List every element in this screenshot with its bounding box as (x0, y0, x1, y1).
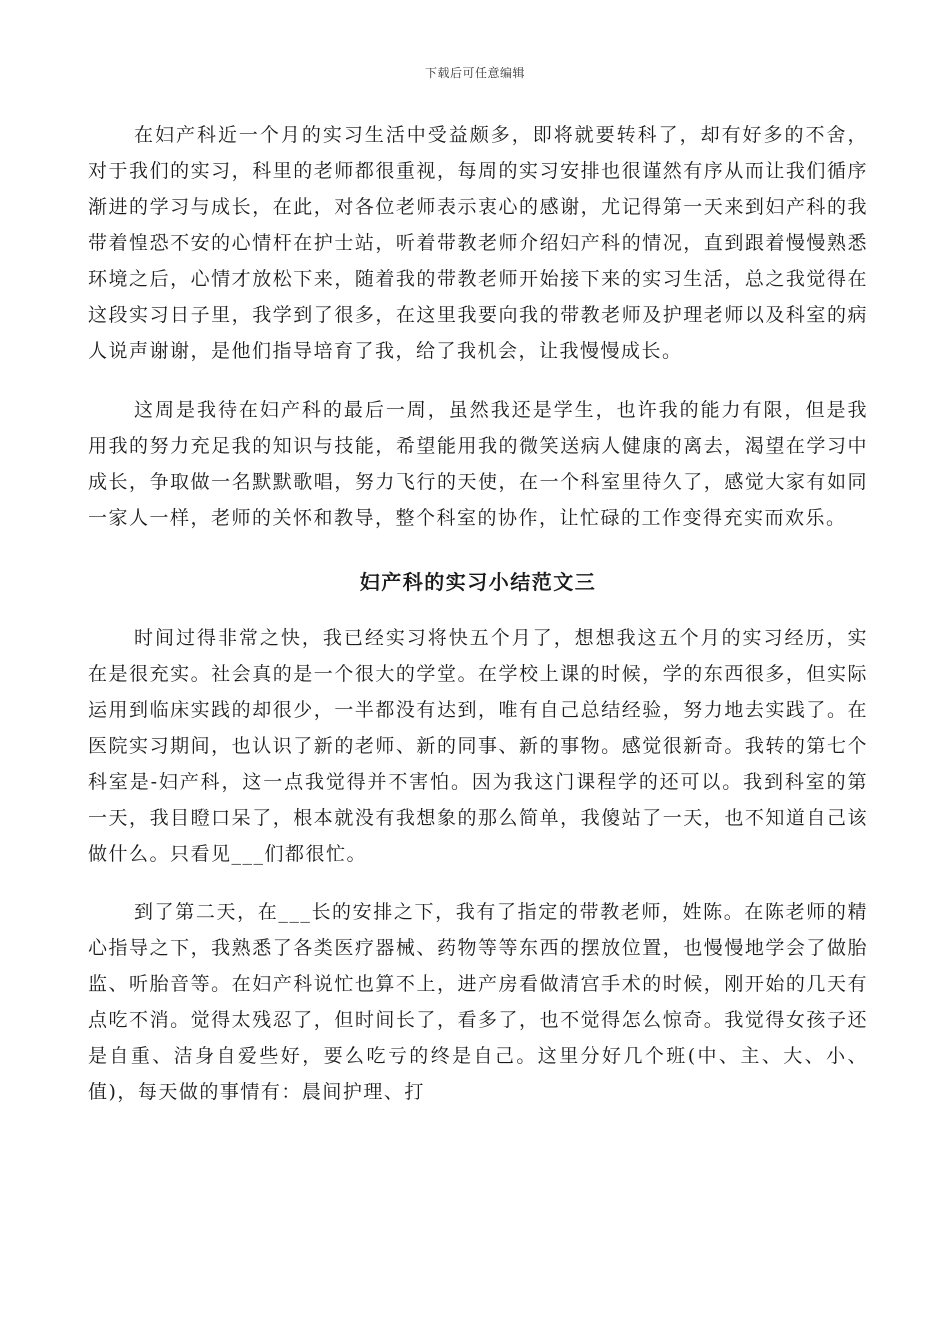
section-title: 妇产科的实习小结范文三 (359, 570, 597, 594)
paragraph-1: 在妇产科近一个月的实习生活中受益颇多，即将就要转科了，却有好多的不舍，对于我们的实习，科里的老师都很重视，每周的实习安排也很谨然有序从而让我们循序渐进的学习与成长，在此，对各位老师表示衷心的感谢，尤记得第一天来到妇产科的我带着惶恐不安的心情杆在护士站，听着带教老师介绍妇产科的情况，直到跟着慢慢熟悉环境之后，心情才放松下来，随着我的带教老师开始接下来的实习生活，总之我觉得在这段实习日子里，我学到了很多，在这里我要向我的带教老师及护理老师以及科室的病人说声谢谢，是他们指导培育了我，给了我机会，让我慢慢成长。 (88, 124, 868, 362)
paragraph-2: 这周是我待在妇产科的最后一周，虽然我还是学生，也许我的能力有限，但是我用我的努力充足我的知识与技能，希望能用我的微笑送病人健康的离去，渴望在学习中成长，争取做一名默默歌唱，努力飞行的天使，在一个科室里待久了，感觉大家有如同一家人一样，老师的关怀和教导，整个科室的协作，让忙碌的工作变得充实而欢乐。 (88, 399, 868, 529)
document-body (88, 117, 868, 1110)
section-paragraph-1: 时间过得非常之快，我已经实习将快五个月了，想想我这五个月的实习经历，实在是很充实。社会真的是一个很大的学堂。在学校上课的时候，学的东西很多，但实际运用到临床实践的却很少，一半都没有达到，唯有自己总结经验，努力地去实践了。在医院实习期间，也认识了新的老师、新的同事、新的事物。感觉很新奇。我转的第七个科室是-妇产科，这一点我觉得并不害怕。因为我这门课程学的还可以。我到科室的第一天，我目瞪口呆了，根本就没有我想象的那么简单，我傻站了一天，也不知道自己该做什么。只看见___们都很忙。 (88, 627, 868, 865)
page-header-note: 下载后可任意编辑 (424, 66, 525, 80)
section-paragraph-2: 到了第二天，在___长的安排之下，我有了指定的带教老师，姓陈。在陈老师的精心指导之下，我熟悉了各类医疗器械、药物等等东西的摆放位置，也慢慢地学会了做胎监、听胎音等。在妇产科说忙也算不上，进产房看做清宫手术的时候，刚开始的几天有点吃不消。觉得太残忍了，但时间长了，看多了，也不觉得怎么惊奇。我觉得女孩子还是自重、洁身自爱些好，要么吃亏的终是自己。这里分好几个班(中、主、大、小、值)，每天做的事情有：晨间护理、打 (88, 901, 868, 1103)
